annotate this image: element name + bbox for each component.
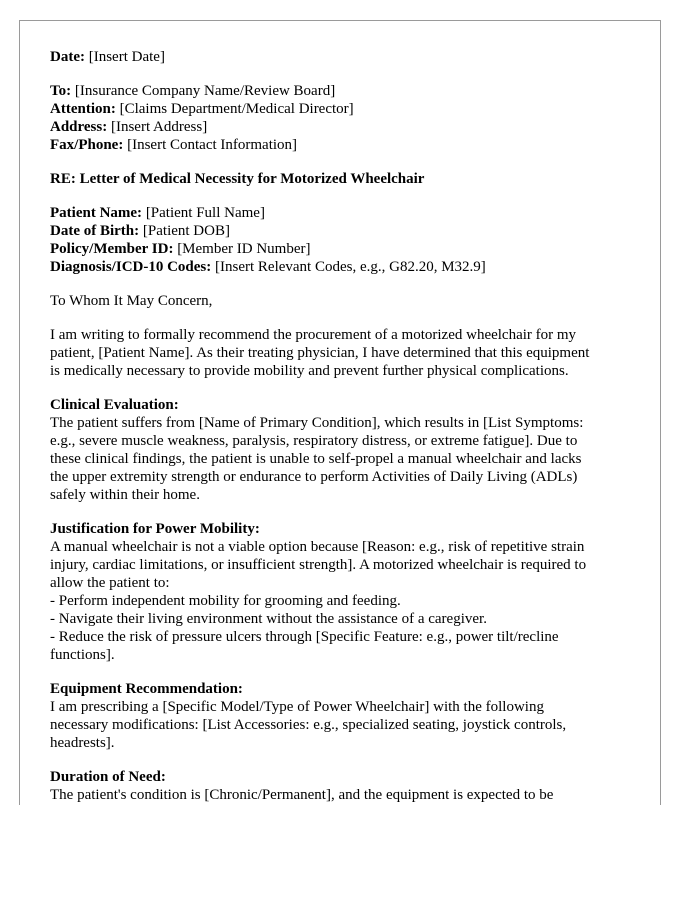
justification-line: functions].	[50, 647, 115, 663]
justification-bullet: - Perform independent mobility for grooming and feeding.	[50, 593, 401, 609]
address-value: [Insert Address]	[110, 119, 208, 135]
clinical-line: safely within their home.	[50, 487, 200, 503]
duration-heading: Duration of Need:	[50, 769, 166, 785]
spacer	[50, 276, 640, 292]
intro-line: patient, [Patient Name]. As their treating physician, I have determined that this equipment	[50, 345, 590, 361]
justification-line: allow the patient to:	[50, 575, 170, 591]
justification-heading: Justification for Power Mobility:	[50, 521, 260, 537]
spacer	[50, 504, 640, 520]
patient-name-line	[50, 204, 640, 222]
letter-page	[19, 20, 661, 805]
to-label: To:	[50, 83, 72, 99]
equipment-line: necessary modifications: [List Accessories: e.g., specialized seating, joystick controls,	[50, 717, 567, 733]
date-value: [Insert Date]	[88, 49, 165, 65]
fax-value: [Insert Contact Information]	[127, 137, 298, 153]
spacer	[50, 380, 640, 396]
intro-paragraph	[50, 326, 640, 380]
spacer	[50, 154, 640, 170]
spacer	[50, 66, 640, 82]
dob-line	[50, 222, 640, 240]
equipment-line: headrests].	[50, 735, 115, 751]
equipment-heading: Equipment Recommendation:	[50, 681, 243, 697]
spacer	[50, 310, 640, 326]
date-label: Date:	[50, 49, 85, 65]
diagnosis-value: [Insert Relevant Codes, e.g., G82.20, M32.9]	[215, 259, 486, 275]
intro-line: is medically necessary to provide mobility and prevent further physical complications.	[50, 363, 569, 379]
diagnosis-line	[50, 258, 640, 276]
justification-bullet: - Navigate their living environment without the assistance of a caregiver.	[50, 611, 487, 627]
patient-name-label: Patient Name:	[50, 205, 143, 221]
justification-line: injury, cardiac limitations, or insufficient strength]. A motorized wheelchair is required to	[50, 557, 587, 573]
patient-name-value: [Patient Full Name]	[145, 205, 265, 221]
attention-value: [Claims Department/Medical Director]	[119, 101, 354, 117]
attention-label: Attention:	[50, 101, 116, 117]
to-line	[50, 82, 640, 100]
letter-content	[50, 48, 640, 804]
address-label: Address:	[50, 119, 108, 135]
subject-line: RE: Letter of Medical Necessity for Motorized Wheelchair	[50, 171, 425, 187]
date-line	[50, 48, 640, 66]
duration-section	[50, 768, 640, 804]
address-line	[50, 118, 640, 136]
salutation: To Whom It May Concern,	[50, 293, 213, 309]
spacer	[50, 752, 640, 768]
fax-line	[50, 136, 640, 154]
policy-label: Policy/Member ID:	[50, 241, 174, 257]
equipment-section	[50, 680, 640, 752]
fax-label: Fax/Phone:	[50, 137, 124, 153]
clinical-line: the upper extremity strength or endurance to perform Activities of Daily Living (ADLs)	[50, 469, 578, 485]
duration-line: The patient's condition is [Chronic/Permanent], and the equipment is expected to be	[50, 787, 554, 803]
dob-label: Date of Birth:	[50, 223, 140, 239]
dob-value: [Patient DOB]	[142, 223, 230, 239]
spacer	[50, 664, 640, 680]
diagnosis-label: Diagnosis/ICD-10 Codes:	[50, 259, 212, 275]
spacer	[50, 188, 640, 204]
attention-line	[50, 100, 640, 118]
policy-value: [Member ID Number]	[177, 241, 311, 257]
justification-bullet: - Reduce the risk of pressure ulcers through [Specific Feature: e.g., power tilt/recline	[50, 629, 559, 645]
justification-line: A manual wheelchair is not a viable option because [Reason: e.g., risk of repetitive strain	[50, 539, 585, 555]
clinical-heading: Clinical Evaluation:	[50, 397, 179, 413]
justification-section	[50, 520, 640, 664]
to-value: [Insurance Company Name/Review Board]	[74, 83, 336, 99]
clinical-line: e.g., severe muscle weakness, paralysis, respiratory distress, or extreme fatigue]. Due to	[50, 433, 578, 449]
equipment-line: I am prescribing a [Specific Model/Type of Power Wheelchair] with the following	[50, 699, 544, 715]
policy-line	[50, 240, 640, 258]
clinical-line: these clinical findings, the patient is unable to self-propel a manual wheelchair and lacks	[50, 451, 582, 467]
intro-line: I am writing to formally recommend the procurement of a motorized wheelchair for my	[50, 327, 577, 343]
clinical-line: The patient suffers from [Name of Primary Condition], which results in [List Symptoms:	[50, 415, 584, 431]
clinical-section	[50, 396, 640, 504]
